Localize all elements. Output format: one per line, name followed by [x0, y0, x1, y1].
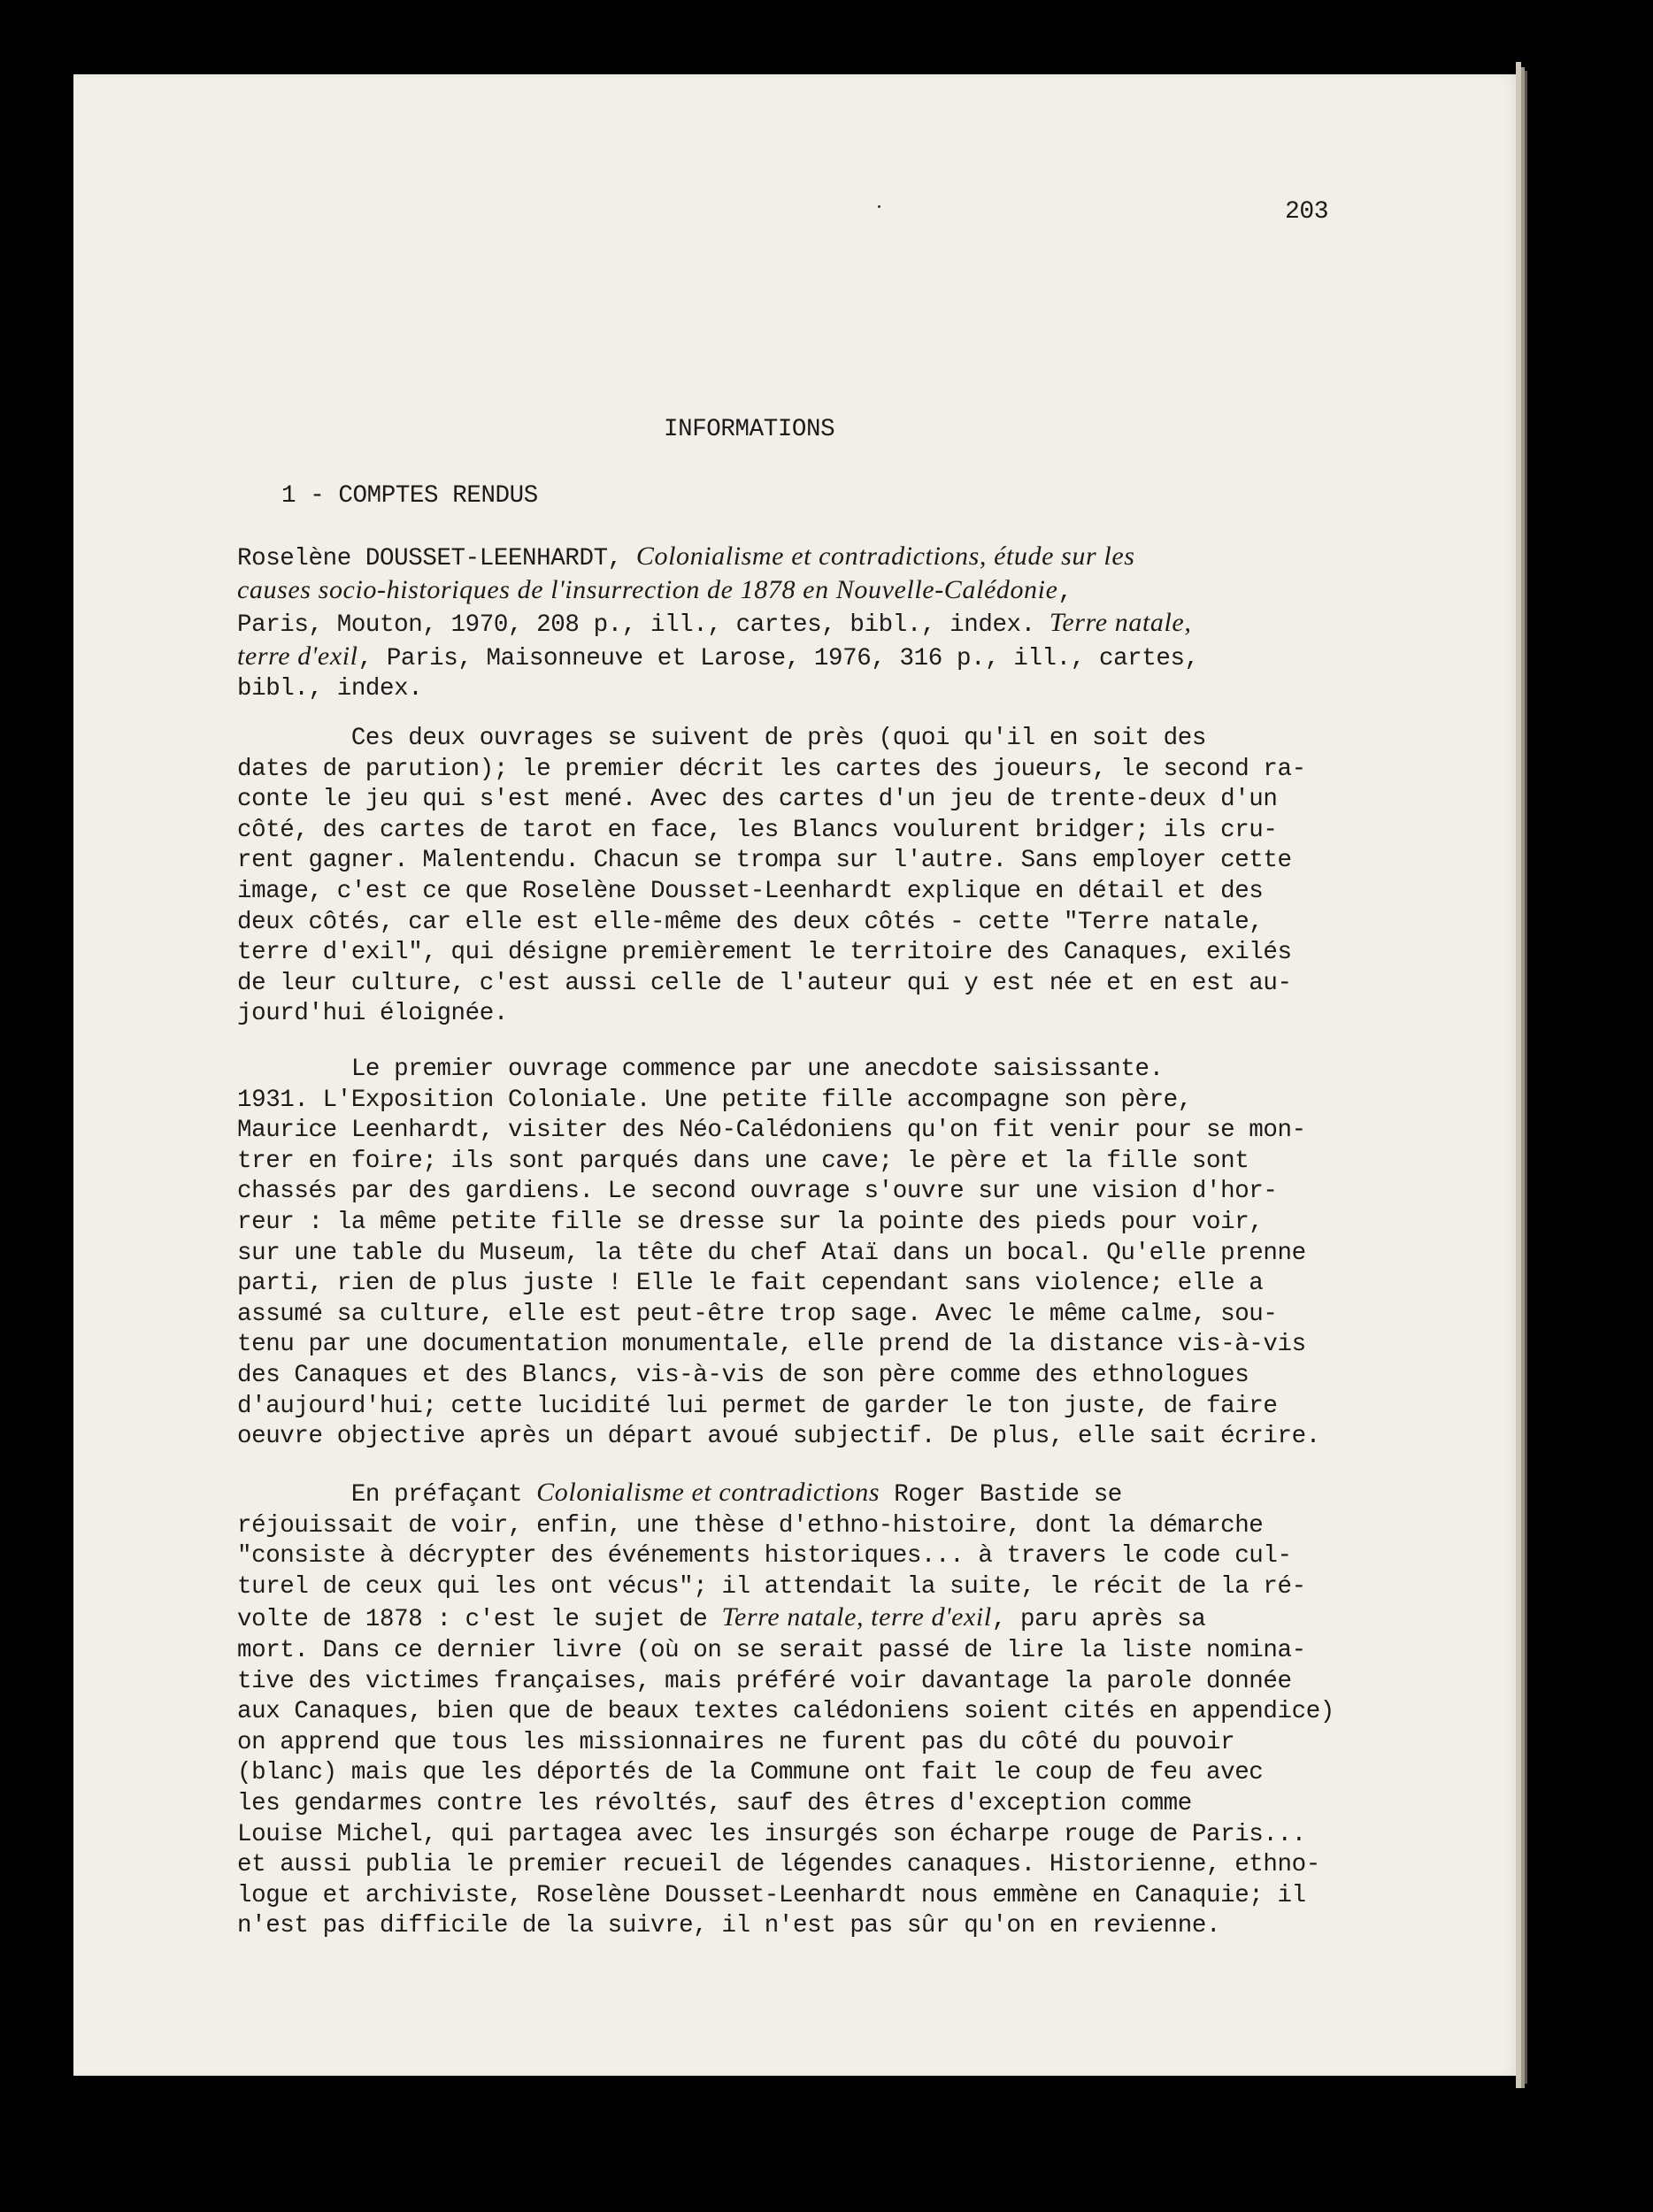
text-line: [237, 1478, 1388, 1511]
text-run: , Paris, Maisonneuve et Larose, 1976, 316 p., ill., cartes,: [358, 644, 1199, 672]
text-run: réjouissait de voir, enfin, une thèse d'ethno-histoire, dont la démarche: [237, 1511, 1264, 1540]
text-line: [237, 1881, 1388, 1912]
text-line: [237, 1789, 1388, 1820]
italic-title-run: Colonialisme et contradictions: [536, 1478, 880, 1507]
text-run: deux côtés, car elle est elle-même des deux côtés - cette "Terre natale,: [237, 908, 1264, 936]
text-run: image, c'est ce que Roselène Dousset-Leenhardt explique en détail et des: [237, 877, 1264, 905]
text-line: [237, 877, 1388, 908]
section-title: 1 - COMPTES RENDUS: [281, 482, 538, 510]
text-line: [237, 608, 1388, 641]
text-line: [237, 1511, 1388, 1542]
text-run: aux Canaques, bien que de beaux textes calédoniens soient cités en appendice): [237, 1698, 1334, 1726]
text-line: [237, 1697, 1388, 1728]
text-run: trer en foire; ils sont parqués dans une cave; le père et la fille sont: [237, 1147, 1249, 1175]
text-run: En préfaçant: [237, 1481, 537, 1509]
text-run: sur une table du Museum, la tête du chef Ataï dans un bocal. Qu'elle prenne: [237, 1239, 1306, 1267]
text-line: [237, 1850, 1388, 1881]
text-line: [237, 1541, 1388, 1572]
page-stack-edge: [1525, 71, 1527, 2084]
text-run: Le premier ouvrage commence par une anecdote saisissante.: [237, 1056, 1164, 1083]
text-run: volte de 1878 : c'est le sujet de: [237, 1606, 722, 1634]
text-line: [237, 1269, 1388, 1300]
speck-mark: [878, 205, 880, 208]
text-run: (blanc) mais que les déportés de la Commune ont fait le coup de feu avec: [237, 1759, 1264, 1787]
text-line: [237, 1911, 1388, 1942]
text-run: "consiste à décrypter des événements historiques... à travers le code cul-: [237, 1542, 1292, 1571]
text-run: de leur culture, c'est aussi celle de l'auteur qui y est née et en est au-: [237, 969, 1292, 997]
text-run: turel de ceux qui les ont vécus"; il attendait la suite, le récit de la ré-: [237, 1572, 1306, 1601]
text-line: [237, 641, 1388, 675]
italic-title-run: causes socio-historiques de l'insurrection de 1878 en Nouvelle-Calédonie: [237, 574, 1058, 604]
text-run: d'aujourd'hui; cette lucidité lui permet de garder le ton juste, de faire: [237, 1392, 1278, 1420]
text-line: [237, 1728, 1388, 1759]
italic-title-run: terre d'exil: [237, 641, 358, 671]
text-line: [237, 908, 1388, 939]
text-line: [237, 938, 1388, 969]
text-line: [237, 816, 1388, 847]
body-paragraph: [237, 1478, 1388, 1942]
text-run: 1931. L'Exposition Coloniale. Une petite fille accompagne son père,: [237, 1086, 1192, 1114]
text-line: [237, 1116, 1388, 1147]
text-line: [237, 785, 1388, 816]
text-line: [237, 1300, 1388, 1331]
text-run: Maurice Leenhardt, visiter des Néo-Calédoniens qu'on fit venir pour se mon-: [237, 1117, 1306, 1145]
text-run: tive des victimes françaises, mais préféré voir davantage la parole donnée: [237, 1667, 1292, 1695]
page-title: INFORMATIONS: [664, 416, 835, 443]
text-line: [237, 846, 1388, 877]
text-line: [237, 1636, 1388, 1667]
text-line: [237, 1086, 1388, 1117]
text-run: logue et archiviste, Roselène Dousset-Leenhardt nous emmène en Canaquie; il: [237, 1881, 1306, 1909]
text-line: [237, 969, 1388, 1000]
text-run: assumé sa culture, elle est peut-être trop sage. Avec le même calme, sou-: [237, 1300, 1278, 1328]
text-run: Paris, Mouton, 1970, 208 p., ill., cartes, bibl., index.: [237, 611, 1049, 640]
text-run: côté, des cartes de tarot en face, les Blancs voulurent bridger; ils cru-: [237, 816, 1278, 844]
text-run: ,: [1057, 578, 1073, 606]
text-run: dates de parution); le premier décrit les cartes des joueurs, le second ra-: [237, 755, 1306, 783]
text-run: oeuvre objective après un départ avoué subjectif. De plus, elle sait écrire.: [237, 1423, 1320, 1451]
text-run: Roselène DOUSSET-LEENHARDT,: [237, 545, 636, 572]
text-run: Louise Michel, qui partagea avec les insurgés son écharpe rouge de Paris...: [237, 1820, 1306, 1848]
italic-title-run: Terre natale,: [1049, 608, 1192, 638]
text-line: [237, 1422, 1388, 1453]
text-run: bibl., index.: [237, 675, 423, 703]
text-line: [237, 1147, 1388, 1178]
text-run: n'est pas difficile de la suivre, il n'est pas sûr qu'on en revienne.: [237, 1912, 1221, 1940]
italic-title-run: Colonialisme et contradictions, étude sur les: [635, 541, 1135, 571]
text-line: [237, 1758, 1388, 1789]
text-run: parti, rien de plus juste ! Elle le fait cependant sans violence; elle a: [237, 1270, 1264, 1298]
text-run: terre d'exil", qui désigne premièrement le territoire des Canaques, exilés: [237, 939, 1292, 967]
text-run: les gendarmes contre les révoltés, sauf des êtres d'exception comme: [237, 1789, 1192, 1817]
text-line: [237, 541, 1388, 575]
body-paragraph: [237, 1055, 1388, 1453]
body-paragraph: [237, 724, 1388, 1030]
page-number: 203: [1285, 198, 1329, 226]
text-line: [237, 1330, 1388, 1361]
text-line: [237, 724, 1388, 755]
text-run: on apprend que tous les missionnaires ne furent pas du côté du pouvoir: [237, 1728, 1235, 1756]
text-run: rent gagner. Malentendu. Chacun se trompa sur l'autre. Sans employer cette: [237, 847, 1292, 875]
text-line: [237, 1820, 1388, 1851]
text-run: chassés par des gardiens. Le second ouvrage s'ouvre sur une vision d'hor-: [237, 1178, 1278, 1206]
text-run: et aussi publia le premier recueil de légendes canaques. Historienne, ethno-: [237, 1851, 1320, 1879]
text-run: , paru après sa: [991, 1606, 1206, 1634]
text-run: conte le jeu qui s'est mené. Avec des cartes d'un jeu de trente-deux d'un: [237, 786, 1278, 814]
text-run: jourd'hui éloignée.: [237, 1000, 508, 1028]
text-line: [237, 575, 1388, 609]
text-run: mort. Dans ce dernier livre (où on se serait passé de lire la liste nomina-: [237, 1636, 1306, 1664]
review-citation: [237, 541, 1388, 705]
text-run: Ces deux ouvrages se suivent de près (quoi qu'il en soit des: [237, 725, 1206, 752]
text-line: [237, 1361, 1388, 1392]
text-line: [237, 1208, 1388, 1239]
text-run: Roger Bastide se: [880, 1481, 1122, 1509]
text-line: [237, 755, 1388, 786]
text-line: [237, 1572, 1388, 1603]
text-line: [237, 674, 1388, 705]
text-line: [237, 1392, 1388, 1423]
text-run: des Canaques et des Blancs, vis-à-vis de son père comme des ethnologues: [237, 1361, 1249, 1389]
text-line: [237, 1055, 1388, 1086]
text-line: [237, 1667, 1388, 1698]
text-run: reur : la même petite fille se dresse sur la pointe des pieds pour voir,: [237, 1208, 1264, 1236]
text-run: tenu par une documentation monumentale, elle prend de la distance vis-à-vis: [237, 1331, 1306, 1359]
italic-title-run: Terre natale, terre d'exil: [721, 1602, 992, 1632]
text-line: [237, 1239, 1388, 1270]
text-line: [237, 999, 1388, 1030]
text-line: [237, 1177, 1388, 1208]
text-line: [237, 1602, 1388, 1636]
